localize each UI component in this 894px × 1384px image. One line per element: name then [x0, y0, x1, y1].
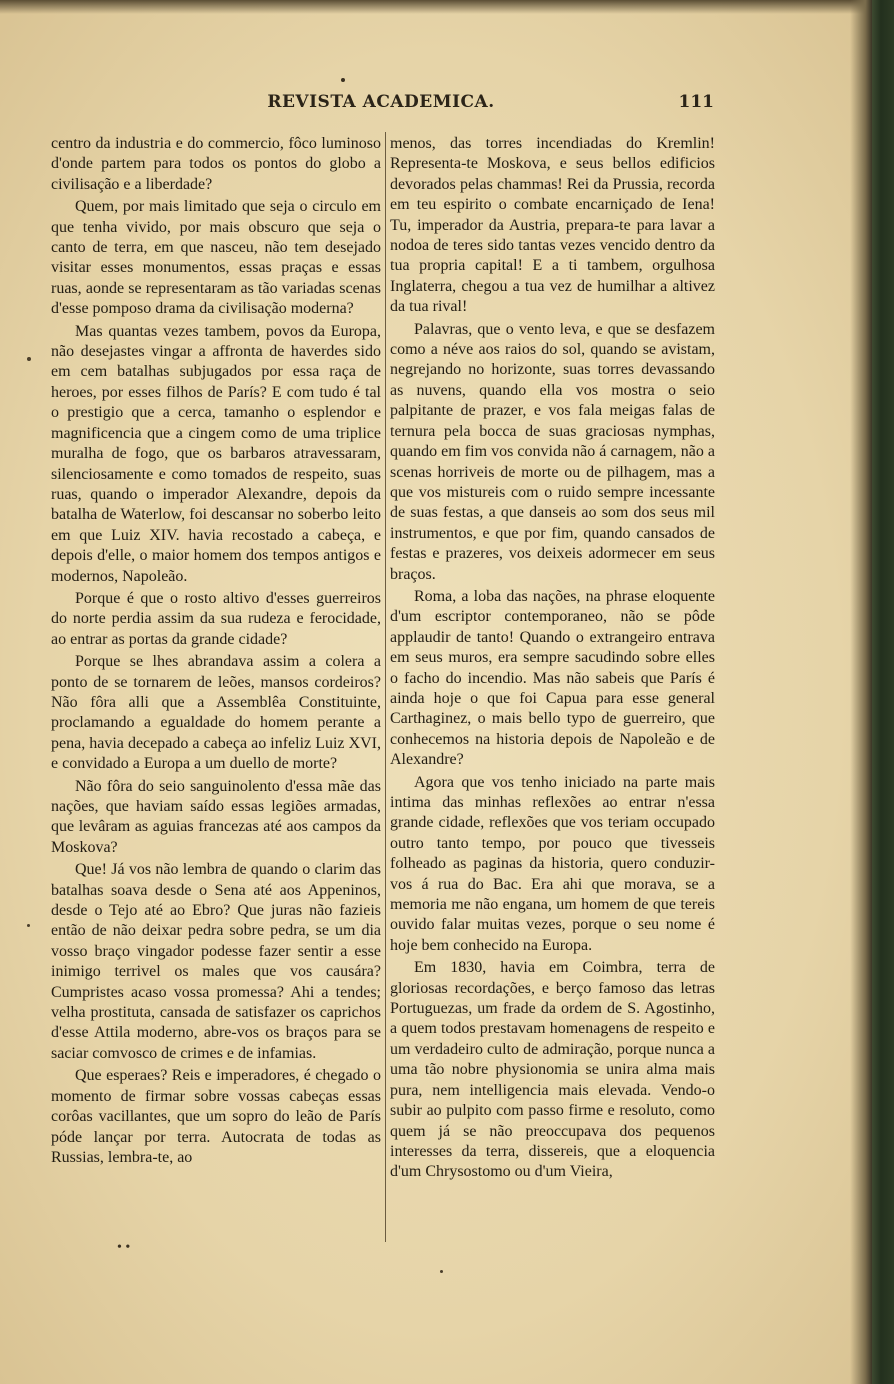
right-column: [390, 134, 715, 1185]
paragraph: menos, das torres incendiadas do Kremlin! Representa-te Moskova, e seus bellos edificios devorados pelas chammas! Rei da Prussia, recorda em teu espirito o combate encarniçado de Iena! Tu, imperador da Austria, prepara-te para lavar a nodoa de teres sido tantas vezes vencido dentro da tua propria capital! E a ti tambem, orgulhosa Inglaterra, chegou a tua vez de humilhar a altivez da tua rival!: [390, 135, 715, 316]
paragraph: centro da industria e do commercio, fôco luminoso d'onde partem para todos os pontos do globo a civilisação e a liberdade?: [51, 135, 381, 193]
paper-speck: [440, 1270, 443, 1273]
paragraph: Não fôra do seio sanguinolento d'essa mãe das nações, que haviam saído essas legiões armadas, que levâram as aguias francezas até aos campos da Moskova?: [51, 777, 381, 856]
page-right-edge: [850, 0, 872, 1384]
left-column: [51, 134, 381, 1170]
paragraph: Porque é que o rosto altivo d'esses guerreiros do norte perdia assim da sua rudeza e ferocidade, ao entrar as portas da grande cidade?: [51, 589, 381, 648]
binding-edge: [872, 0, 894, 1384]
page-number: 111: [678, 92, 714, 112]
footer-mark: • •: [117, 1240, 131, 1255]
paragraph: Roma, a loba das nações, na phrase eloquente d'um escriptor contemporaneo, não se pôde applaudir de tanto! Quando o extrangeiro entrava em seus muros, era sempre sacudindo sobre elles o facho do incendio. Mas não sabeis que París é ainda hoje o que foi Capua para esse general Carthaginez, o mais bello typo de guerreiro, que conhecemos na historia depois de Napoleão e de Alexandre?: [390, 587, 715, 769]
paper-speck: [27, 924, 30, 927]
paragraph: Mas quantas vezes tambem, povos da Europa, não desejastes vingar a affronta de haverdes sido em cem batalhas subjugados por essa raça de heroes, por esses filhos de París? E com tudo é tal o prestigio que a cerca, tamanho o esplendor e magnificencia que a cingem como de uma triplice muralha de fogo, que os barbaros atravessaram, silenciosamente e como tomados de respeito, suas ruas, quando o imperador Alexandre, depois da batalha de Waterlow, foi descansar no soberbo leito em que Luiz XIV. havia recostado a cabeça, e depois d'elle, o maior homem dos tempos antigos e modernos, Napoleão.: [51, 322, 381, 585]
header-ornament-dot: [341, 78, 345, 82]
paragraph: Palavras, que o vento leva, e que se desfazem como a néve aos raios do sol, quando se avistam, negrejando no horizonte, suas torres devassando as nuvens, quando ella vos mostra o seio palpitante de prazer, e vos fala meigas falas de ternura pela bocca de suas graciosas nymphas, quando em fim vos convida não á carnagem, não a scenas horriveis de morte ou de pilhagem, mas a que vos mistureis com o ruido sempre incessante de suas festas, a que danseis ao som dos seus mil instrumentos, e que por fim, quando cansados de festas e prazeres, vos deixeis adormecer em seus braços.: [390, 320, 715, 583]
paragraph: Agora que vos tenho iniciado na parte mais intima das minhas reflexões ao entrar n'essa grande cidade, reflexões que vos teriam occupado outro tanto tempo, por pouco que tivesseis folheado as paginas da historia, quero conduzir-vos á rua do Bac. Era ahi que morava, se a memoria me não engana, um homem de que tereis ouvido falar muitas vezes, porque o seu nome é hoje bem conhecido na Europa.: [390, 773, 715, 954]
paragraph: Que! Já vos não lembra de quando o clarim das batalhas soava desde o Sena até aos Appeninos, desde o Tejo até ao Ebro? Que juras não fazieis então de não deixar pedra sobre pedra, se um dia vosso braço vingador podesse fazer sentir a esse inimigo terrivel os males que vos causára? Cumpristes acaso vossa promessa? Ahi a tendes; velha prostituta, cansada de satisfazer os caprichos d'esse Attila moderno, abre-vos os braços para se saciar comvosco de crimes e de infamias.: [51, 861, 381, 1062]
paragraph: Que esperaes? Reis e imperadores, é chegado o momento de firmar sobre vossas cabeças essas corôas vacillantes, que um sopro do leão de París póde lançar por terra. Autocrata de todas as Russias, lembra-te, ao: [51, 1067, 381, 1166]
running-title: REVISTA ACADEMICA.: [267, 92, 495, 112]
paragraph: Em 1830, havia em Coimbra, terra de gloriosas recordações, e berço famoso das letras Portuguezas, um frade da ordem de S. Agostinho, a quem todos prestavam homenagens de respeito e um verdadeiro culto de admiração, porque nunca a uma tão nobre physionomia se unira alma mais pura, nem intelligencia mais elevada. Vendo-o subir ao pulpito com passo firme e resoluto, como quem já se não preoccupava dos pequenos interesses da terra, dissereis, que a eloquencia d'um Chrysostomo ou d'um Vieira,: [390, 959, 715, 1181]
paper-speck: [27, 357, 31, 361]
running-header: [48, 92, 714, 118]
paragraph: Porque se lhes abrandava assim a colera a ponto de se tornarem de leões, mansos cordeiros? Não fôra alli que a Assemblêa Constituinte, proclamando a egualdade do homem perante a pena, havia decepado a cabeça ao infeliz Luiz XVI, e convidado a Europa a um duello de morte?: [51, 653, 381, 773]
page-top-shadow: [0, 0, 872, 14]
column-divider: [385, 132, 386, 1242]
paragraph: Quem, por mais limitado que seja o circulo em que tenha vivido, por mais obscuro que seja o canto de terra, em que nasceu, não tem desejado visitar esses monumentos, essas praças e essas ruas, aonde se representaram as tão variadas scenas d'esse pomposo drama da civilisação moderna?: [51, 198, 381, 318]
